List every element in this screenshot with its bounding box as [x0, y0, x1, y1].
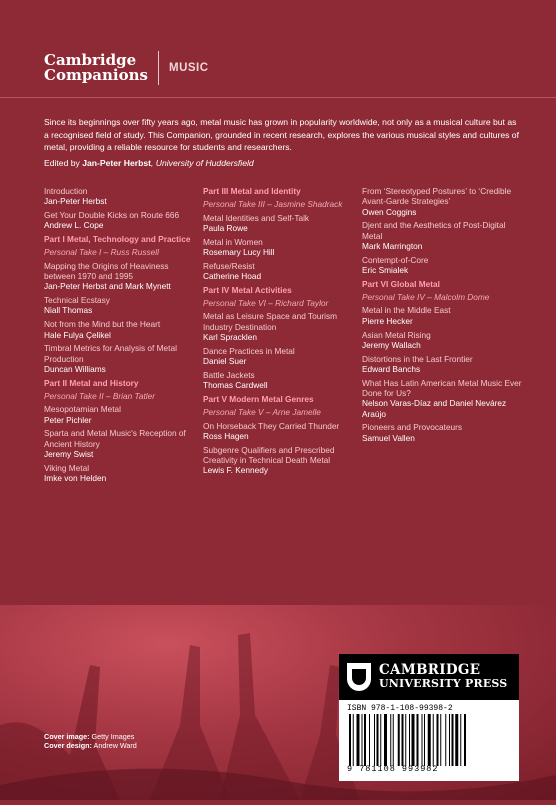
isbn-label: ISBN 978-1-108-99398-2 — [347, 704, 453, 713]
contents-entry — [44, 428, 194, 459]
chapter-title: Distortions in the Last Frontier — [362, 353, 473, 364]
barcode-bar — [357, 714, 360, 766]
barcode-bar — [455, 714, 458, 766]
contents-entry — [203, 421, 363, 442]
barcode-bar — [405, 714, 406, 766]
personal-take: Personal Take III – Jasmine Shadrack — [203, 199, 343, 210]
chapter-author: Eric Smialek — [362, 265, 409, 276]
logo-line-2: Companions — [44, 66, 148, 84]
cover-image-value: Getty Images — [89, 732, 135, 741]
barcode-bar — [433, 714, 434, 766]
chapter-title: Djent and the Aesthetics of Post-Digital Metal — [362, 220, 506, 241]
chapter-title: Asian Metal Rising — [362, 329, 431, 340]
barcode-bar — [452, 714, 454, 766]
header-rule — [0, 97, 556, 98]
barcode-bar — [384, 714, 387, 766]
barcode-bar — [417, 714, 419, 766]
contents-entry — [362, 305, 527, 326]
chapter-author: Pierre Hecker — [362, 315, 413, 326]
barcode-panel — [339, 654, 519, 781]
barcode-bar — [393, 714, 394, 766]
cover-design-label: Cover design: — [44, 740, 92, 750]
contents-entry — [44, 295, 194, 316]
chapter-author: Jeremy Wallach — [362, 339, 421, 350]
publisher-line-1: CAMBRIDGE — [379, 662, 481, 678]
part-heading: Part III Metal and Identity — [203, 186, 301, 196]
personal-take: Personal Take II – Brian Tatler — [44, 391, 155, 402]
chapter-title: Subgenre Qualifiers and Prescribed Creativity in Technical Death Metal — [203, 444, 335, 466]
cover-credits — [44, 733, 137, 750]
barcode-bar — [364, 714, 366, 766]
chapter-title: Introduction — [44, 186, 88, 196]
chapter-author: Niall Thomas — [44, 305, 93, 316]
contents-column-2 — [203, 186, 363, 479]
barcode-bar — [349, 714, 351, 766]
chapter-title: From ‘Stereotyped Postures’ to ‘Credible Avant-Garde Strategies’ — [362, 186, 512, 207]
contents-entry — [44, 319, 194, 340]
barcode-bar — [412, 714, 415, 766]
contents-entry — [44, 463, 194, 484]
editor-prefix: Edited by — [44, 158, 83, 168]
chapter-author: Jan-Peter Herbst — [44, 196, 107, 207]
contents-entry — [203, 370, 363, 391]
chapter-title: Technical Ecstasy — [44, 295, 110, 306]
contents-entry — [362, 330, 527, 351]
part-heading: Part II Metal and History — [44, 377, 139, 388]
publisher-logo — [339, 654, 519, 700]
barcode-bar — [369, 714, 370, 766]
part-heading: Part I Metal, Technology and Practice — [44, 234, 191, 245]
barcode-bar — [460, 714, 461, 766]
chapter-author: Catherine Hoad — [203, 271, 262, 282]
chapter-title: What Has Latin American Metal Music Ever Done for Us? — [362, 377, 522, 399]
contents-entry — [203, 445, 363, 476]
chapter-title: Get Your Double Kicks on Route 666 — [44, 210, 180, 221]
contents-entry — [203, 213, 363, 234]
contents-entry — [203, 346, 363, 367]
chapter-title: Pioneers and Provocateurs — [362, 422, 463, 433]
chapter-author: Jeremy Swist — [44, 449, 94, 460]
book-description: Since its beginnings over fifty years ago, metal music has grown in popularity worldwide, not only as a musical culture but as a recognised field of study. This Companion, grounded in recent research, explores the various musical styles and cultures of metal, providing a reliable resource for students and researchers. — [44, 117, 519, 152]
contents-entry — [44, 343, 194, 374]
barcode-bar — [449, 714, 450, 766]
isbn-number: 9 781108 993982 — [347, 764, 439, 774]
barcode-bar — [362, 714, 363, 766]
chapter-author: Mark Marrington — [362, 240, 423, 251]
barcode-bar — [409, 714, 410, 766]
personal-take: Personal Take VI – Richard Taylor — [203, 298, 329, 309]
chapter-title: Mesopotamian Metal — [44, 404, 122, 415]
chapter-title: Metal as Leisure Space and Tourism Industry Destination — [203, 311, 338, 332]
series-label: MUSIC — [168, 62, 209, 74]
personal-take: Personal Take I – Russ Russell — [44, 247, 159, 258]
chapter-author: Jan-Peter Herbst and Mark Mynett — [44, 281, 171, 292]
barcode-bar — [437, 714, 439, 766]
chapter-title: Metal Identities and Self-Talk — [203, 212, 310, 223]
barcode-bar — [402, 714, 404, 766]
chapter-title: Timbral Metrics for Analysis of Metal Production — [44, 343, 177, 364]
chapter-author: Owen Coggins — [362, 206, 417, 217]
chapter-title: Metal in the Middle East — [362, 305, 451, 316]
barcode-bar — [440, 714, 441, 766]
contents-entry — [44, 261, 194, 292]
barcode-bar — [353, 714, 354, 766]
part-heading: Part V Modern Metal Genres — [203, 394, 314, 405]
chapter-author: Andrew L. Cope — [44, 220, 104, 231]
logo-line-1: Cambridge — [44, 51, 137, 69]
series-header — [0, 38, 556, 98]
barcode-bar — [428, 714, 431, 766]
contents-entry — [362, 378, 527, 419]
cambridge-companions-logo — [44, 53, 148, 83]
chapter-title: Metal in Women — [203, 236, 263, 247]
editor-name: Jan-Peter Herbst — [82, 158, 151, 168]
personal-take: Personal Take IV – Malcolm Dome — [362, 292, 490, 303]
contents-entry — [362, 354, 527, 375]
barcode-bar — [424, 714, 425, 766]
barcode-bar — [445, 714, 446, 766]
barcode-bar — [398, 714, 400, 766]
chapter-author: Karl Spracklen — [203, 332, 257, 343]
chapter-title: On Horseback They Carried Thunder — [203, 420, 340, 431]
contents-entry — [203, 261, 363, 282]
barcode-bar — [422, 714, 423, 766]
contents-entry — [44, 186, 194, 207]
part-heading: Part IV Metal Activities — [203, 284, 292, 295]
contents-entry — [44, 404, 194, 425]
chapter-title: Battle Jackets — [203, 369, 255, 380]
contents-entry — [203, 237, 363, 258]
editor-affiliation: , University of Huddersfield — [151, 158, 254, 168]
chapter-author: Lewis F. Kennedy — [203, 465, 269, 476]
chapter-author: Peter Pichler — [44, 414, 92, 425]
chapter-author: Duncan Williams — [44, 363, 106, 374]
contents-entry — [362, 422, 527, 443]
barcode-bar — [380, 714, 381, 766]
publisher-line-2: UNIVERSITY PRESS — [379, 677, 508, 690]
chapter-title: Contempt-of-Core — [362, 254, 429, 265]
personal-take: Personal Take V – Arne Jamelle — [203, 407, 321, 418]
chapter-title: Sparta and Metal Music's Reception of Ancient History — [44, 428, 186, 449]
barcode-bar — [374, 714, 375, 766]
chapter-author: Samuel Vallen — [362, 432, 415, 443]
chapter-title: Viking Metal — [44, 462, 90, 473]
chapter-author: Hale Fulya Çelikel — [44, 329, 111, 340]
chapter-author: Imke von Helden — [44, 473, 107, 484]
contents-entry — [362, 255, 527, 276]
cover-image-label: Cover image: — [44, 732, 90, 741]
chapter-author: Ross Hagen — [203, 430, 249, 441]
contents-column-1 — [44, 186, 194, 487]
header-divider — [158, 51, 159, 85]
part-heading: Part VI Global Metal — [362, 278, 440, 289]
chapter-author: Paula Rowe — [203, 222, 248, 233]
chapter-title: Not from the Mind but the Heart — [44, 319, 161, 330]
shield-crest-icon — [347, 663, 371, 691]
chapter-author: Edward Banchs — [362, 363, 421, 374]
barcode-icon — [347, 714, 511, 766]
chapter-title: Dance Practices in Metal — [203, 345, 295, 356]
chapter-author: Rosemary Lucy Hill — [203, 246, 275, 257]
barcode-bar — [377, 714, 379, 766]
chapter-author: Nelson Varas-Díaz and Daniel Nevárez Araújo — [362, 398, 507, 419]
contents-entry — [203, 311, 363, 342]
cover-design-value: Andrew Ward — [91, 740, 137, 750]
editor-line — [44, 158, 254, 168]
contents-entry — [362, 220, 527, 251]
chapter-author: Thomas Cardwell — [203, 380, 268, 391]
barcode-bar — [464, 714, 466, 766]
chapter-title: Refuse/Resist — [203, 260, 255, 271]
contents-entry — [44, 210, 194, 231]
barcode-bar — [390, 714, 391, 766]
chapter-title: Mapping the Origins of Heaviness between 1970 and 1995 — [44, 260, 169, 282]
contents-entry — [362, 186, 527, 217]
contents-column-3 — [362, 186, 527, 447]
chapter-author: Daniel Suer — [203, 356, 247, 367]
